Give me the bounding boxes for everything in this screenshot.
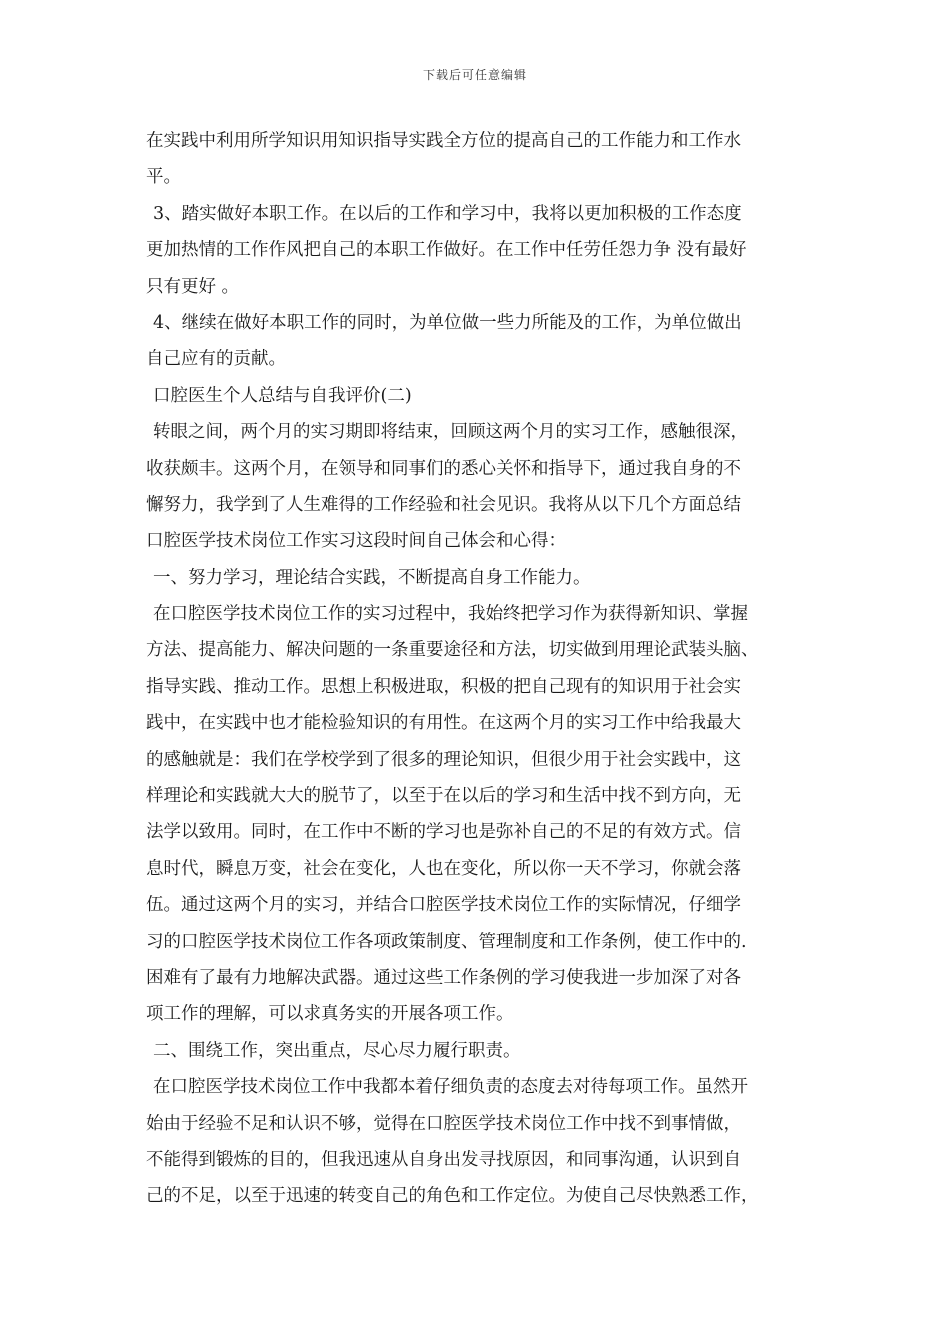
text-line: 只有更好 。 [146, 276, 240, 297]
text-line: 法学以致用。同时，在工作中不断的学习也是弥补自己的不足的有效方式。信 [146, 822, 741, 843]
text-line: 践中，在实践中也才能检验知识的有用性。在这两个月的实习工作中给我最大 [146, 713, 741, 734]
text-line: 4、继续在做好本职工作的同时，为单位做一些力所能及的工作，为单位做出 [153, 312, 742, 333]
text-line: 一、努力学习，理论结合实践，不断提高自身工作能力。 [153, 567, 591, 588]
text-line: 口腔医学技术岗位工作实习这段时间自己体会和心得： [146, 531, 566, 552]
text-line: 伍。通过这两个月的实习，并结合口腔医学技术岗位工作的实际情况，仔细学 [146, 895, 741, 916]
text-line: 样理论和实践就大大的脱节了，以至于在以后的学习和生活中找不到方向，无 [146, 786, 741, 807]
text-line: 收获颇丰。这两个月，在领导和同事们的悉心关怀和指导下，通过我自身的不 [146, 458, 741, 479]
text-line: 在口腔医学技术岗位工作中我都本着仔细负责的态度去对待每项工作。虽然开 [153, 1077, 748, 1098]
page-header: 下载后可任意编辑 [422, 68, 527, 82]
document-body [146, 123, 826, 1215]
text-line: 自己应有的贡献。 [146, 349, 286, 370]
text-line: 指导实践、推动工作。思想上积极进取，积极的把自己现有的知识用于社会实 [146, 676, 741, 697]
text-line: 的感触就是：我们在学校学到了很多的理论知识，但很少用于社会实践中，这 [146, 749, 741, 770]
text-line: 己的不足，以至于迅速的转变自己的角色和工作定位。为使自己尽快熟悉工作， [146, 1186, 759, 1207]
text-line: 转眼之间，两个月的实习期即将结束，回顾这两个月的实习工作，感触很深， [153, 422, 748, 443]
text-line: 懈努力，我学到了人生难得的工作经验和社会见识。我将从以下几个方面总结 [146, 494, 741, 515]
text-line: 平。 [146, 167, 181, 188]
text-line: 3、踏实做好本职工作。在以后的工作和学习中，我将以更加积极的工作态度 [153, 203, 742, 224]
text-line: 在实践中利用所学知识用知识指导实践全方位的提高自己的工作能力和工作水 [146, 131, 741, 151]
text-line: 不能得到锻炼的目的，但我迅速从自身出发寻找原因，和同事沟通，认识到自 [146, 1149, 741, 1170]
text-line: 习的口腔医学技术岗位工作各项政策制度、管理制度和工作条例，使工作中的. [146, 931, 747, 952]
text-line: 困难有了最有力地解决武器。通过这些工作条例的学习使我进一步加深了对各 [146, 967, 741, 988]
text-line: 项工作的理解，可以求真务实的开展各项工作。 [146, 1004, 514, 1025]
text-line: 息时代，瞬息万变，社会在变化，人也在变化，所以你一天不学习，你就会落 [146, 858, 741, 879]
text-line: 在口腔医学技术岗位工作的实习过程中，我始终把学习作为获得新知识、掌握 [153, 604, 748, 625]
text-line: 更加热情的工作作风把自己的本职工作做好。在工作中任劳任怨力争 没有最好 [146, 240, 747, 261]
text-line: 口腔医生个人总结与自我评价(二) [153, 385, 412, 406]
text-line: 方法、提高能力、解决问题的一条重要途径和方法，切实做到用理论武装头脑、 [146, 640, 759, 661]
text-line: 始由于经验不足和认识不够，觉得在口腔医学技术岗位工作中找不到事情做， [146, 1113, 741, 1134]
text-line: 二、围绕工作，突出重点，尽心尽力履行职责。 [153, 1040, 521, 1061]
